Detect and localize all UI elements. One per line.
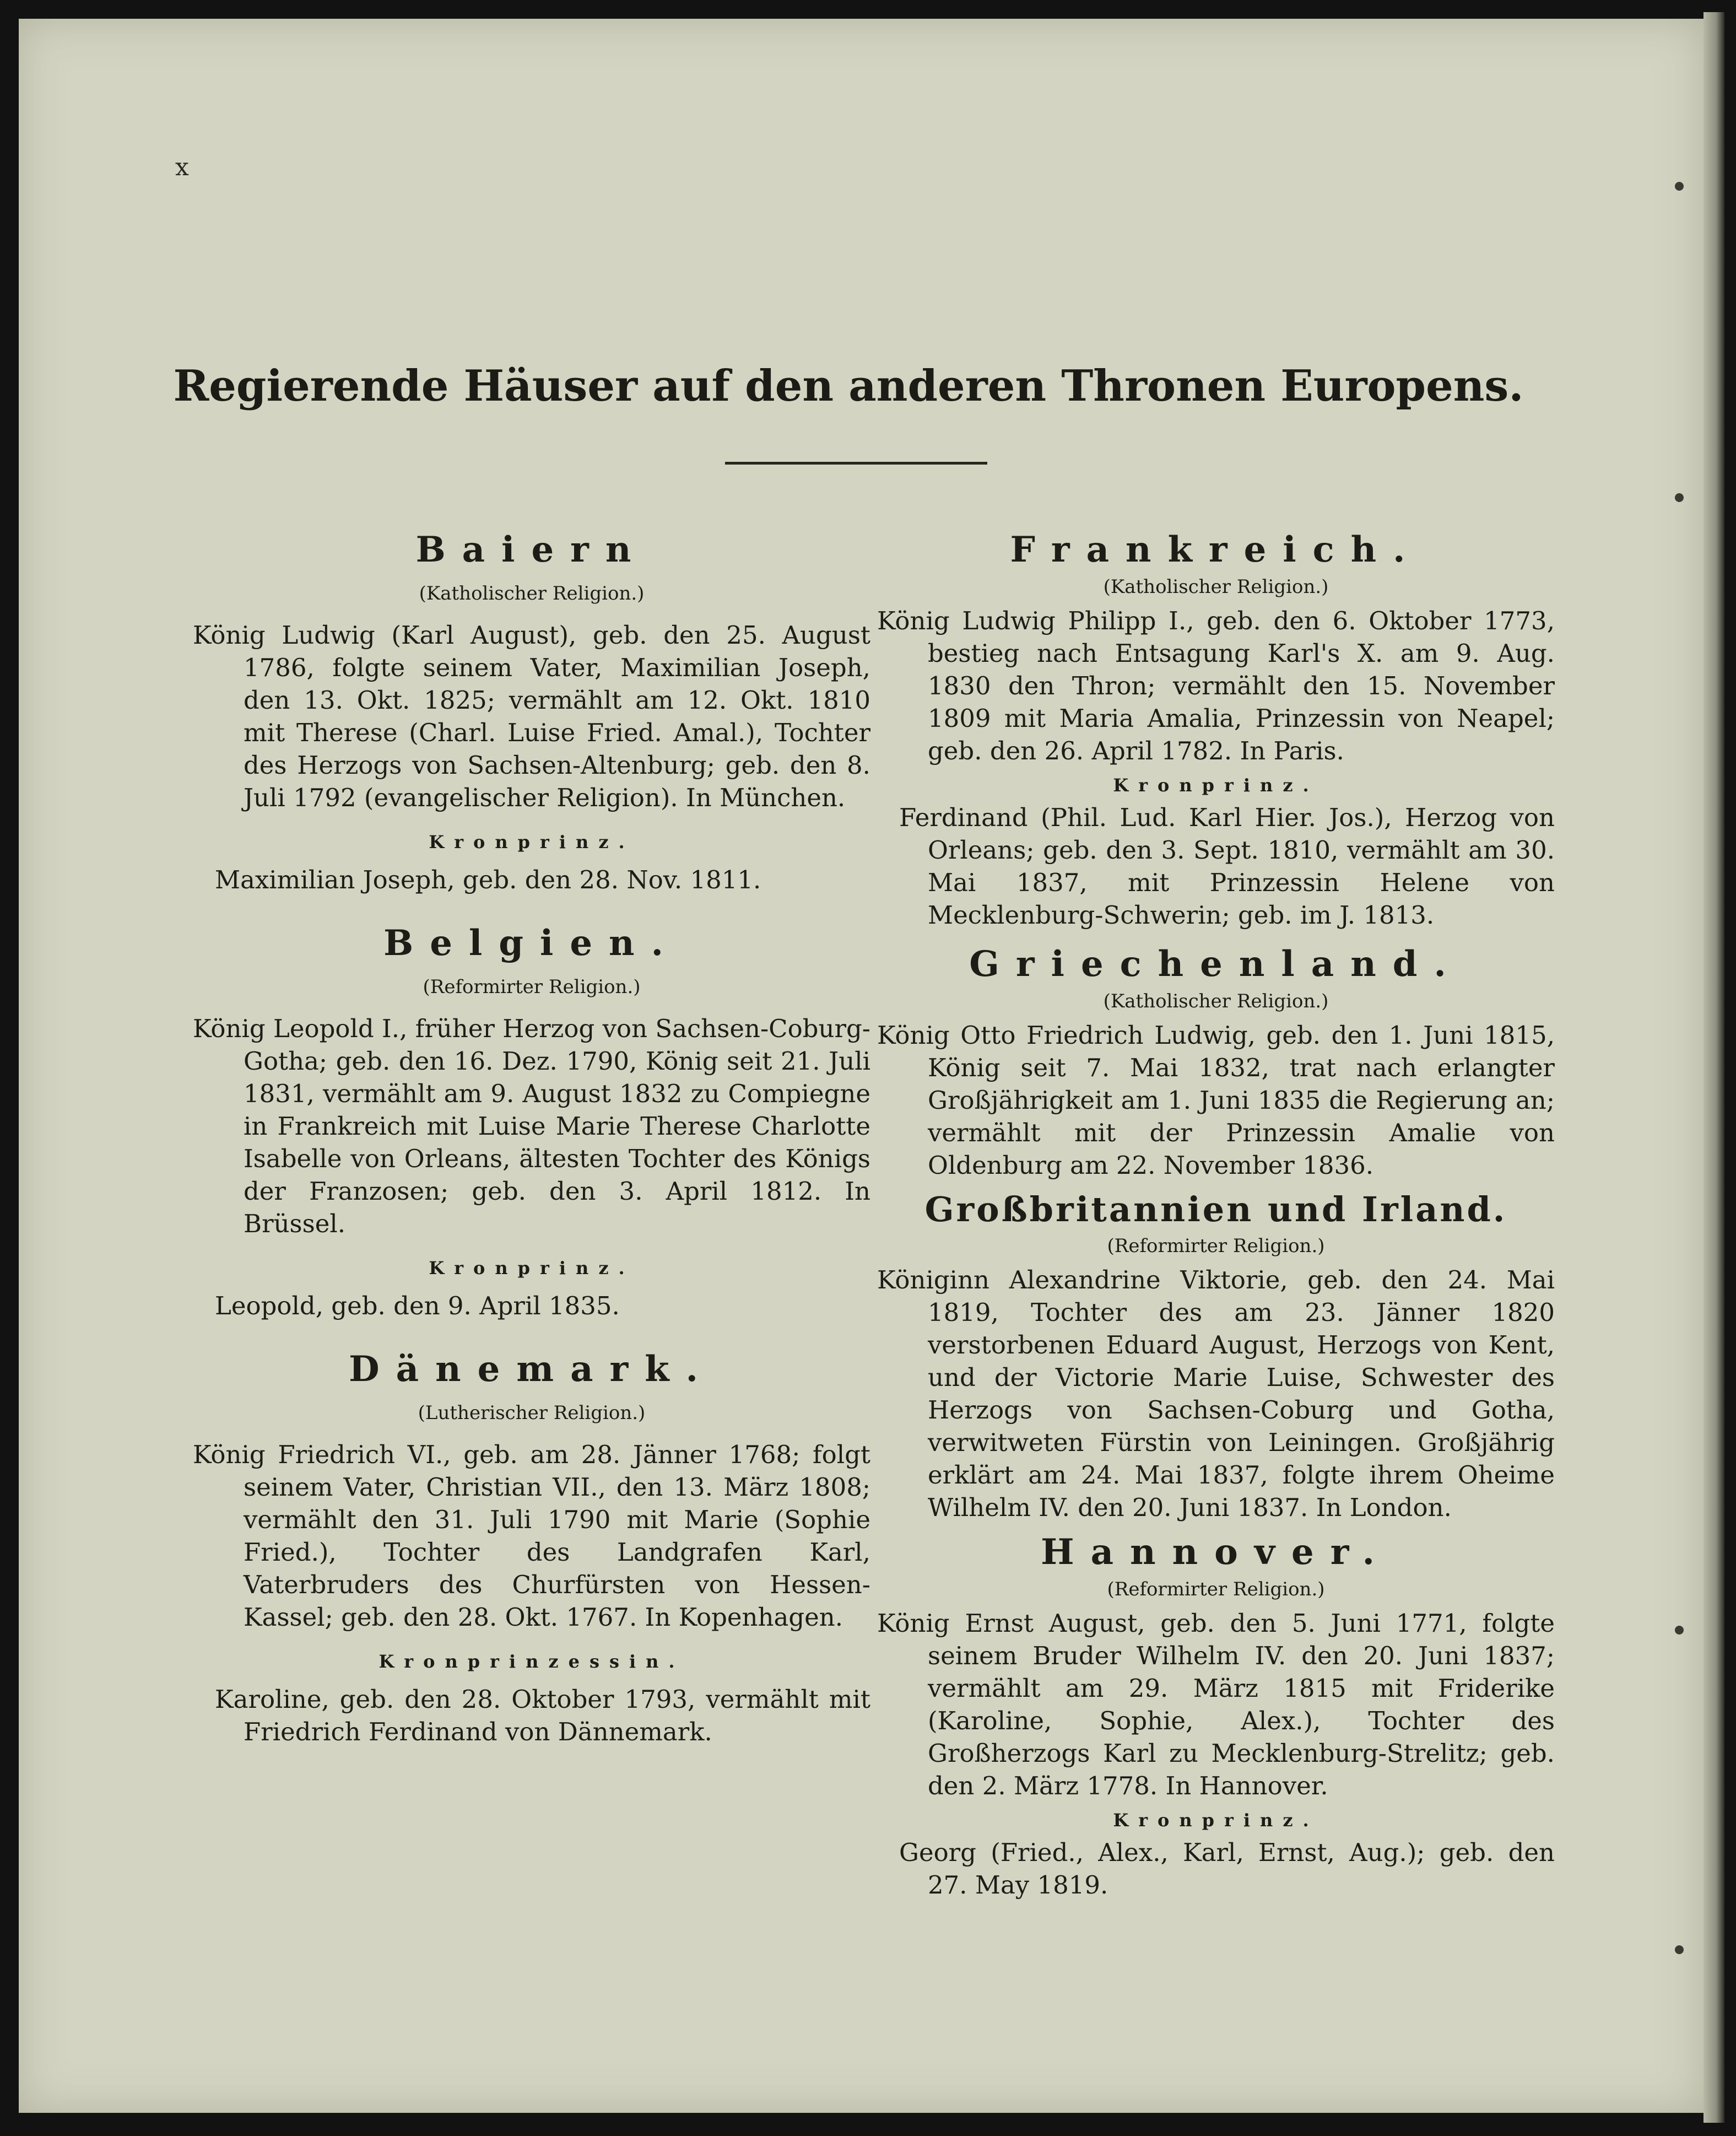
ruler-entry: König Otto Friedrich Ludwig, geb. den 1. Juni 1815, König seit 7. Mai 1832, trat nach erlangter Großjährigkeit am 1. Juni 1835 die Regierung an; vermählt mit der Prinzessin Amalie von Oldenburg am 22. November 1836. bbox=[877, 1021, 1555, 1180]
heir-subheading: Kronprinzessin. bbox=[378, 1651, 685, 1672]
page-title: Regierende Häuser auf den anderen Thronen Europens. bbox=[173, 361, 1524, 411]
section-heading: Dänemark. bbox=[349, 1349, 715, 1390]
ruler-entry: Königinn Alexandrine Viktorie, geb. den 24. Mai 1819, Tochter des am 23. Jänner 1820 verstorbenen Eduard August, Herzogs von Kent, und der Victorie Marie Luise, Schwester des Herzogs von Sachsen-Coburg und Gotha, verwitweten Fürstin von Leiningen. Großjährig erklärt am 24. Mai 1837, folgte ihrem Oheime Wilhelm IV. den 20. Juni 1837. In London. bbox=[877, 1265, 1555, 1522]
section-religion: (Lutherischer Religion.) bbox=[418, 1402, 646, 1424]
section-daenemark bbox=[193, 1349, 870, 1748]
section-belgien bbox=[193, 923, 870, 1322]
heir-subheading: Kronprinz. bbox=[1113, 775, 1319, 796]
section-religion: (Katholischer Religion.) bbox=[419, 582, 645, 605]
heir-entry: Maximilian Joseph, geb. den 28. Nov. 1811. bbox=[215, 865, 761, 894]
section-religion: (Reformirter Religion.) bbox=[1107, 1235, 1325, 1257]
heir-entry: Ferdinand (Phil. Lud. Karl Hier. Jos.), Herzog von Orleans; geb. den 3. Sept. 1810, vermählt am 30. Mai 1837, mit Prinzessin Helene von Mecklenburg-Schwerin; geb. im J. 1813. bbox=[899, 803, 1555, 930]
binding-stitch-icon bbox=[1675, 182, 1684, 191]
section-heading: Belgien. bbox=[383, 923, 680, 964]
heir-entry: Leopold, geb. den 9. April 1835. bbox=[215, 1291, 620, 1320]
ruler-entry: König Ernst August, geb. den 5. Juni 1771, folgte seinem Bruder Wilhelm IV. den 20. Juni 1837; vermählt am 29. März 1815 mit Friderike (Karoline, Sophie, Alex.), Tochter des Großherzogs Karl zu Mecklenburg-Strelitz; geb. den 2. März 1778. In Hannover. bbox=[877, 1609, 1555, 1800]
section-heading: Großbritannien und Irland. bbox=[924, 1189, 1507, 1229]
section-heading: Hannover. bbox=[1041, 1531, 1391, 1573]
heir-subheading: Kronprinz. bbox=[1113, 1810, 1319, 1831]
ruler-entry: König Ludwig (Karl August), geb. den 25. August 1786, folgte seinem Vater, Maximilian Joseph, den 13. Okt. 1825; vermählt am 12. Okt. 1810 mit Therese (Charl. Luise Fried. Amal.), Tochter des Herzogs von Sachsen-Altenburg; geb. den 8. Juli 1792 (evangelischer Religion). In München. bbox=[193, 621, 870, 812]
page-number: x bbox=[175, 153, 189, 181]
right-column bbox=[877, 529, 1555, 1913]
page-edge bbox=[1703, 12, 1724, 2123]
section-heading: Griechenland. bbox=[969, 943, 1463, 985]
section-hannover bbox=[877, 1531, 1555, 1901]
left-column bbox=[193, 529, 870, 1774]
heir-subheading: Kronprinz. bbox=[429, 1258, 635, 1279]
section-heading: Frankreich. bbox=[1010, 529, 1422, 570]
binding-stitch-icon bbox=[1675, 493, 1684, 502]
heir-entry: Karoline, geb. den 28. Oktober 1793, vermählt mit Friedrich Ferdinand von Dännemark. bbox=[215, 1685, 870, 1746]
ruler-entry: König Ludwig Philipp I., geb. den 6. Oktober 1773, bestieg nach Entsagung Karl's X. am 9. Aug. 1830 den Thron; vermählt den 15. November 1809 mit Maria Amalia, Prinzessin von Neapel; geb. den 26. April 1782. In Paris. bbox=[877, 606, 1555, 765]
ruler-entry: König Friedrich VI., geb. am 28. Jänner 1768; folgt seinem Vater, Christian VII., den 13. März 1808; vermählt den 31. Juli 1790 mit Marie (Sophie Fried.), Tochter des Landgrafen Karl, Vaterbruders des Churfürsten von Hessen-Kassel; geb. den 28. Okt. 1767. In Kopenhagen. bbox=[193, 1440, 870, 1632]
binding-stitch-icon bbox=[1675, 1945, 1684, 1954]
binding-stitch-icon bbox=[1675, 1626, 1684, 1635]
section-griechenland bbox=[877, 943, 1555, 1182]
section-grossbritannien bbox=[877, 1189, 1555, 1524]
section-heading: Baiern bbox=[415, 529, 648, 570]
heir-entry: Georg (Fried., Alex., Karl, Ernst, Aug.); geb. den 27. May 1819. bbox=[899, 1838, 1555, 1900]
heir-subheading: Kronprinz. bbox=[429, 832, 635, 853]
section-frankreich bbox=[877, 529, 1555, 931]
ruler-entry: König Leopold I., früher Herzog von Sachsen-Coburg-Gotha; geb. den 16. Dez. 1790, König seit 21. Juli 1831, vermählt am 9. August 1832 zu Compiegne in Frankreich mit Luise Marie Therese Charlotte Isabelle von Orleans, ältesten Tochter des Königs der Franzosen; geb. den 3. April 1812. In Brüssel. bbox=[193, 1014, 870, 1238]
section-religion: (Reformirter Religion.) bbox=[423, 976, 641, 998]
title-rule bbox=[725, 462, 987, 465]
section-baiern bbox=[193, 529, 870, 896]
section-religion: (Katholischer Religion.) bbox=[1103, 576, 1329, 598]
section-religion: (Katholischer Religion.) bbox=[1103, 990, 1329, 1012]
section-religion: (Reformirter Religion.) bbox=[1107, 1578, 1325, 1600]
